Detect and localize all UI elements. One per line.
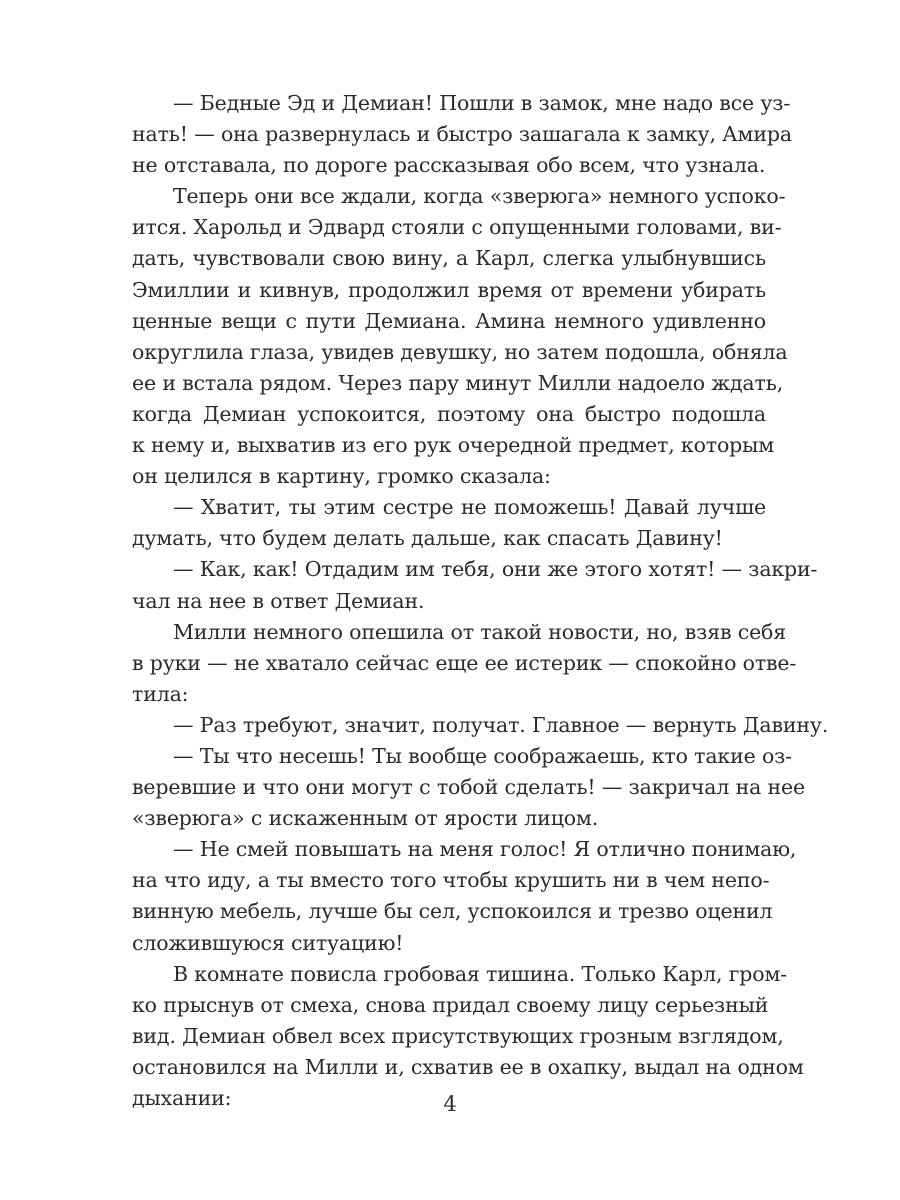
text-line: сложившуюся ситуацию! bbox=[132, 930, 404, 955]
page-body-text bbox=[132, 88, 829, 1114]
paragraph bbox=[132, 959, 804, 1114]
text-line: чал на нее в ответ Демиан. bbox=[132, 588, 425, 613]
text-line: — Не смей повышать на меня голос! Я отлично понимаю, bbox=[173, 837, 797, 862]
text-line: когда Демиан успокоится, поэтому она быстро подошла bbox=[132, 401, 766, 426]
text-line: нать! — она развернулась и быстро зашагала к замку, Амира bbox=[132, 122, 792, 147]
text-line: Теперь они все ждали, когда «зверюга» немного успоко- bbox=[173, 184, 786, 209]
text-line: к нему и, выхватив из его рук очередной предмет, которым bbox=[132, 433, 775, 458]
paragraph bbox=[132, 88, 792, 181]
text-line: ее и встала рядом. Через пару минут Милли надоело ждать, bbox=[132, 370, 784, 395]
text-line: округлила глаза, увидев девушку, но затем подошла, обняла bbox=[132, 339, 788, 364]
text-line: остановился на Милли и, схватив ее в охапку, выдал на одном bbox=[132, 1054, 804, 1079]
text-line: ко прыснув от смеха, снова придал своему лицу серьезный bbox=[132, 992, 769, 1017]
text-line: дыхании: bbox=[132, 1086, 232, 1110]
text-line: вид. Демиан обвел всех присутствующих грозным взглядом, bbox=[132, 1023, 784, 1048]
text-line: дать, чувствовали свою вину, а Карл, слегка улыбнувшись bbox=[132, 246, 766, 271]
text-line: ится. Харольд и Эдвард стояли с опущенными головами, ви- bbox=[132, 215, 782, 240]
text-line: в руки — не хватало сейчас еще ее истерик — спокойно отве- bbox=[132, 650, 797, 675]
text-line: Эмиллии и кивнув, продолжил время от времени убирать bbox=[132, 277, 766, 302]
paragraph bbox=[132, 492, 766, 554]
text-line: В комнате повисла гробовая тишина. Только Карл, гром- bbox=[173, 961, 788, 986]
text-line: на что иду, а ты вместо того чтобы крушить ни в чем непо- bbox=[132, 868, 770, 893]
page-number: 4 bbox=[443, 1092, 457, 1116]
paragraph bbox=[132, 710, 829, 741]
text-line: ценные вещи с пути Демиана. Амина немного удивленно bbox=[132, 308, 766, 333]
text-line: думать, что будем делать дальше, как спасать Давину! bbox=[132, 526, 723, 551]
text-line: «зверюга» с искаженным от ярости лицом. bbox=[132, 806, 599, 831]
text-line: — Ты что несешь! Ты вообще соображаешь, кто такие оз- bbox=[173, 743, 792, 768]
text-line: Милли немного опешила от такой новости, но, взяв себя bbox=[173, 619, 787, 644]
text-line: — Бедные Эд и Демиан! Пошли в замок, мне надо все уз- bbox=[173, 91, 791, 115]
paragraph bbox=[132, 181, 788, 492]
text-line: — Хватит, ты этим сестре не поможешь! Давай лучше bbox=[173, 495, 766, 520]
text-line: тила: bbox=[132, 681, 189, 706]
text-line: веревшие и что они могут с тобой сделать! — закричал на нее bbox=[132, 775, 805, 800]
paragraph bbox=[132, 554, 818, 616]
paragraph bbox=[132, 617, 797, 710]
text-line: не отставала, по дороге рассказывая обо всем, что узнала. bbox=[132, 153, 766, 178]
text-line: — Как, как! Отдадим им тебя, они же этого хотят! — закри- bbox=[173, 557, 818, 582]
text-line: он целился в картину, громко сказала: bbox=[132, 464, 551, 489]
text-line: винную мебель, лучше бы сел, успокоился и трезво оценил bbox=[132, 899, 773, 924]
text-line: — Раз требуют, значит, получат. Главное — вернуть Давину. bbox=[173, 712, 829, 737]
paragraph bbox=[132, 741, 805, 834]
paragraph bbox=[132, 834, 797, 958]
